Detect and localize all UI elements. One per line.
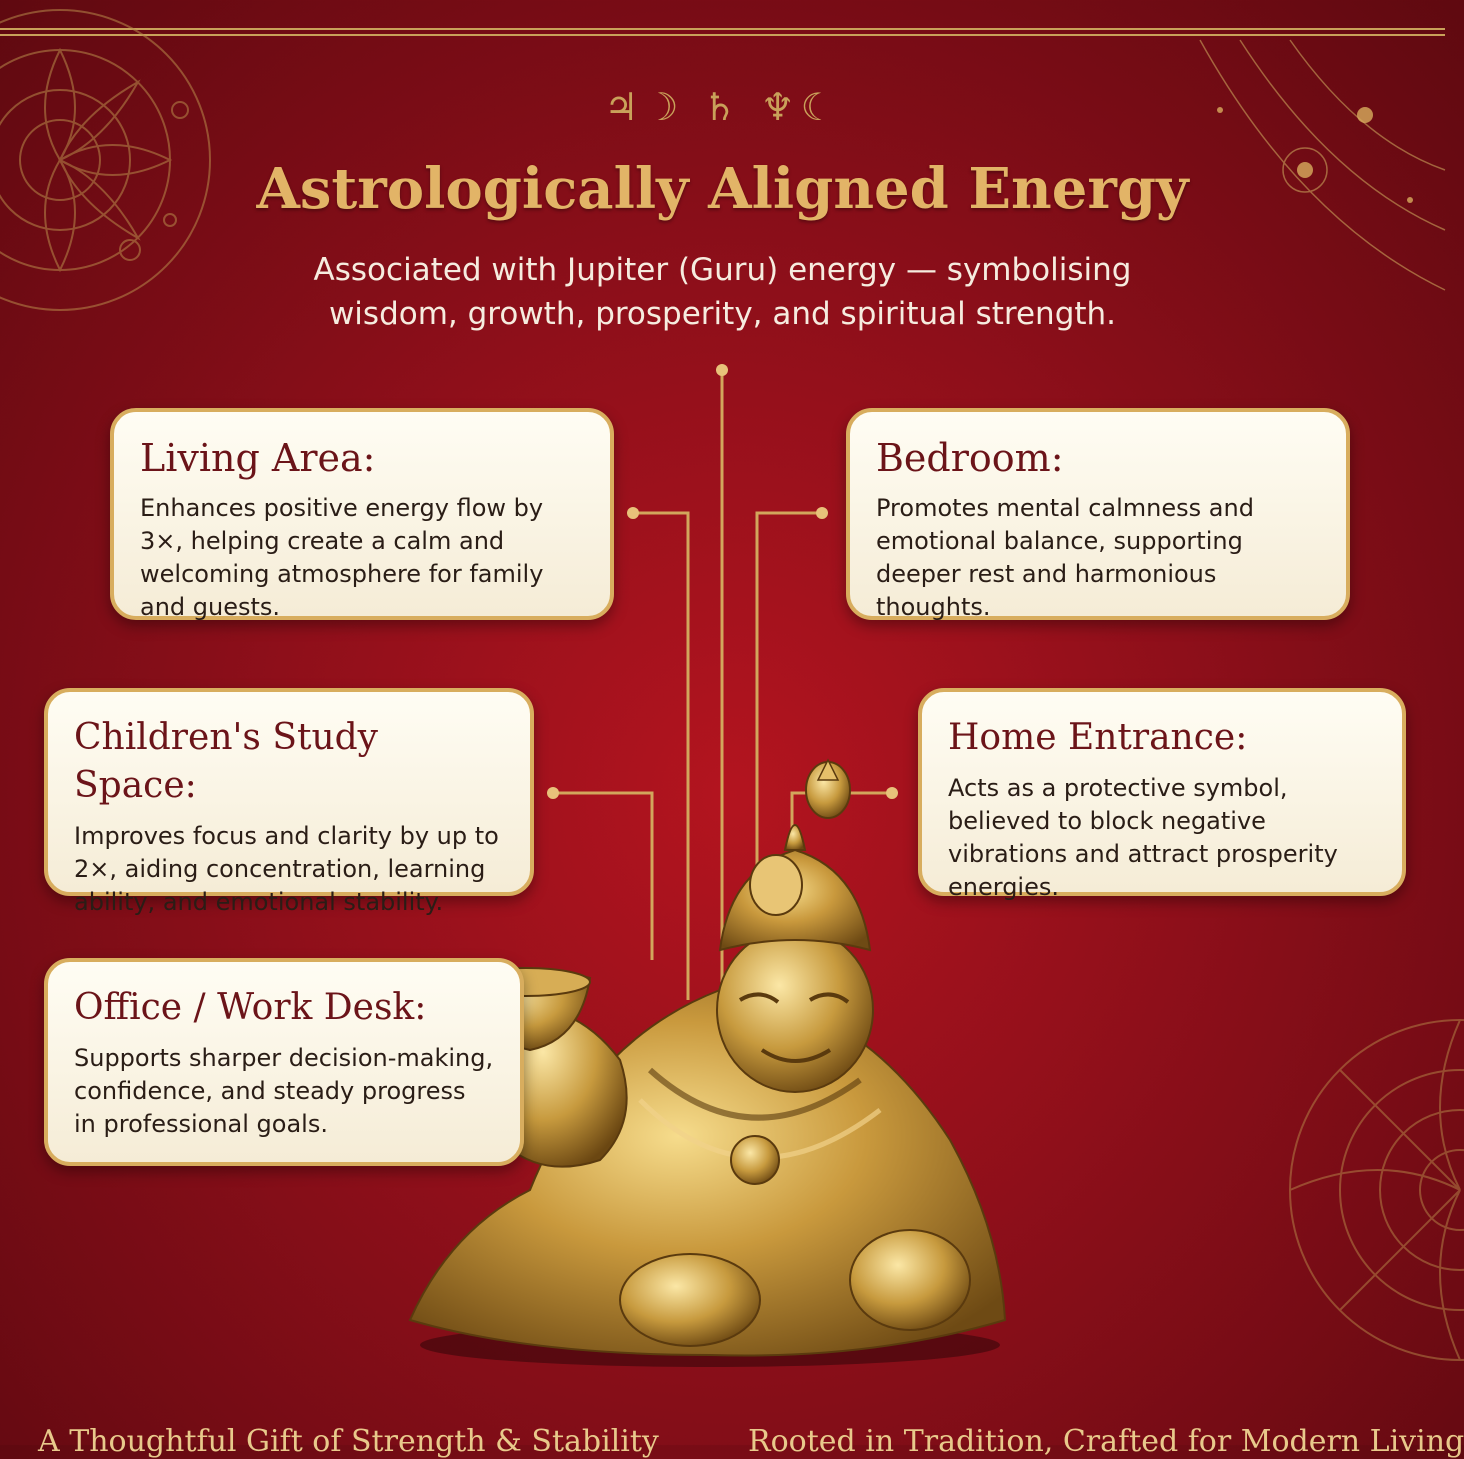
card-living-area: [110, 408, 614, 620]
card-living-area-title: Living Area:: [140, 436, 376, 480]
footer-tagline-strip: [0, 1424, 1464, 1459]
planet-symbols-row: ♃☽ ♄ ♆☾: [604, 85, 841, 129]
card-office-work-desk-body: Supports sharper decision-making, confidence, and steady progress in professional goals.: [74, 1044, 494, 1138]
footer-tagline-left: A Thoughtful Gift of Strength & Stability: [38, 1424, 659, 1459]
card-home-entrance-body: Acts as a protective symbol, believed to block negative vibrations and attract prosperity energies.: [948, 774, 1338, 901]
card-childrens-study-space-body: Improves focus and clarity by up to 2×, aiding concentration, learning ability, and emotional stability.: [74, 822, 499, 916]
footer-tagline-right: Rooted in Tradition, Crafted for Modern Living: [748, 1424, 1464, 1459]
card-living-area-body: Enhances positive energy flow by 3×, helping create a calm and welcoming atmosphere for family and guests.: [140, 494, 544, 621]
card-childrens-study-space: [44, 688, 534, 916]
card-home-entrance-title: Home Entrance:: [948, 717, 1248, 758]
card-office-work-desk-title: Office / Work Desk:: [74, 987, 427, 1028]
card-childrens-study-space-title: Children's Study Space:: [74, 717, 379, 806]
page-subtitle: Associated with Jupiter (Guru) energy — symbolising wisdom, growth, prosperity, and spiritual strength.: [313, 252, 1132, 332]
page-title: Astrologically Aligned Energy: [256, 156, 1189, 222]
card-bedroom: [846, 408, 1350, 620]
card-bedroom-title: Bedroom:: [876, 436, 1064, 480]
card-home-entrance: [918, 688, 1406, 901]
card-office-work-desk: [44, 958, 524, 1166]
card-bedroom-body: Promotes mental calmness and emotional balance, supporting deeper rest and harmonious thoughts.: [876, 494, 1254, 621]
